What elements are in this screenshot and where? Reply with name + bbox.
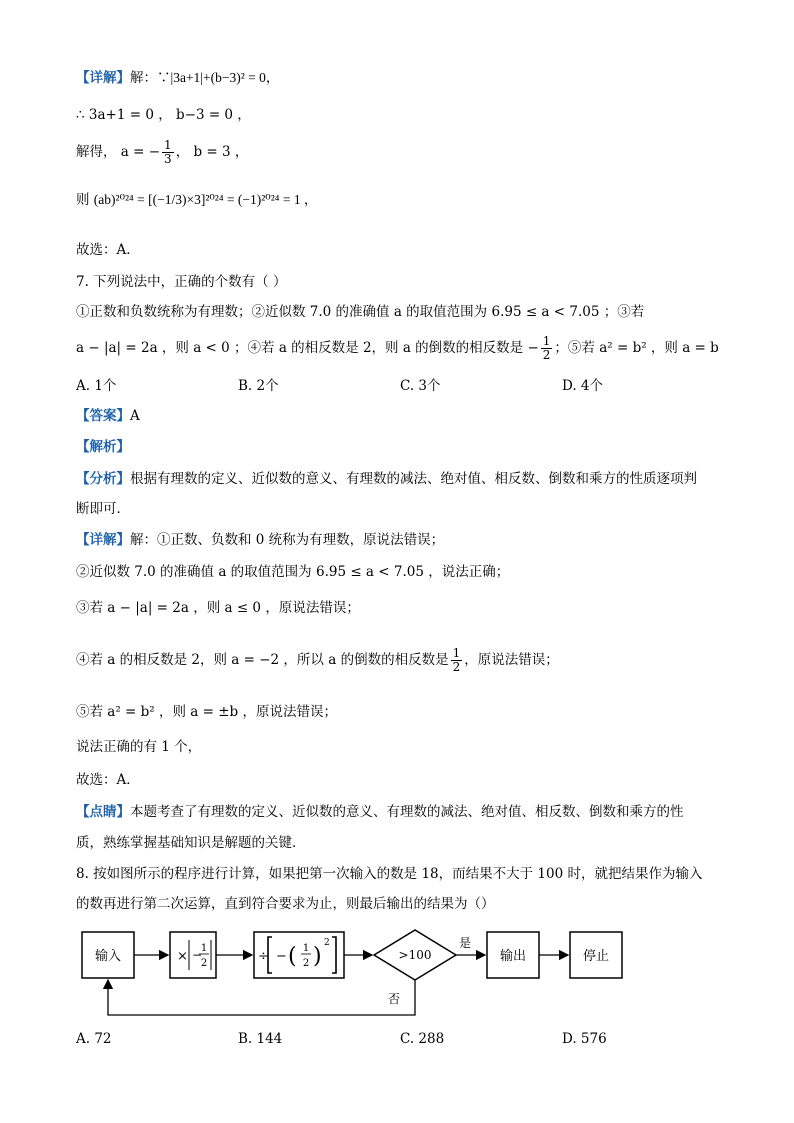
flow-input-label: 输入 (94, 949, 122, 964)
then-prefix: 则 (76, 192, 90, 208)
flow-no-label: 否 (388, 992, 401, 1006)
q7-option-b[interactable]: B. 2个 (238, 378, 279, 394)
analysis-label: 【解析】 (76, 439, 130, 455)
dianjing-label: 【点睛】 (76, 804, 130, 820)
solution-line-2: ∴ 3a+1 = 0 ， b−3 = 0 ， (76, 107, 251, 123)
flow-yes-label: 是 (459, 936, 472, 950)
q8-option-c[interactable]: C. 288 (400, 1031, 445, 1047)
q8-option-a[interactable]: A. 72 (76, 1031, 112, 1047)
q8-option-b[interactable]: B. 144 (238, 1031, 283, 1047)
detail-text: 解：∵|3a+1|+(b−3)² = 0， (130, 70, 280, 85)
q8-stem-line-2: 的数再进行第二次运算，直到符合要求为止，则最后输出的结果为（） (76, 896, 495, 912)
solution-line-3 (76, 138, 248, 166)
q7-count: 说法正确的有 1 个， (76, 739, 202, 755)
xiangjie-text: 解：①正数、负数和 0 统称为有理数，原说法错误； (130, 532, 445, 548)
flow-stop-label: 停止 (582, 949, 610, 964)
solve-suffix: ， b = 3 ， (175, 144, 249, 160)
solve-prefix: 解得， a = − (76, 144, 161, 160)
flow-multiply-num: 1 (200, 943, 208, 954)
fraction-one-half: $\frac{1}{2}$ (542, 334, 551, 362)
flow-multiply-den: 2 (200, 958, 208, 969)
xiangjie-label: 【详解】 (76, 532, 130, 548)
q7-step-3: ③若 a − |a| = 2a ，则 a ≤ 0 ，原说法错误； (76, 600, 360, 616)
dianjing-text: 本题考查了有理数的定义、近似数的意义、有理数的减法、绝对值、相反数、倒数和乘方的性 (130, 804, 684, 820)
q7-fenxi-line-1 (76, 469, 697, 489)
svg-text:): ) (313, 944, 322, 969)
step4-part-b: ，原说法错误； (464, 652, 559, 668)
q7-statement-line-2 (76, 334, 719, 362)
flow-divide-den: 2 (302, 958, 310, 969)
detail-label: 【详解】 (76, 70, 130, 86)
answer-label: 【答案】 (76, 408, 130, 424)
q7-analysis-label (76, 437, 130, 457)
q7-statement-part-b: ；⑤若 a² = b² ，则 a = b (554, 340, 719, 356)
flow-divide-num: 1 (302, 943, 310, 954)
flow-output-label: 输出 (499, 949, 527, 964)
solution-line-1 (76, 68, 279, 88)
q7-step-2: ②近似数 7.0 的准确值 a 的取值范围为 6.95 ≤ a < 7.05 ，说法正确； (76, 564, 510, 580)
q7-answer (76, 406, 140, 426)
fraction-one-third: $\frac{1}{3}$ (164, 138, 172, 166)
q7-fenxi-line-2: 断即可． (76, 501, 130, 517)
q7-dianjing-line-2: 质，熟练掌握基础知识是解题的关键． (76, 835, 306, 851)
q8-stem-line-1: 8. 按如图所示的程序进行计算，如果把第一次输入的数是 18，而结果不大于 100 时，就把结果作为输入 (76, 866, 703, 882)
fraction-one-half-2: $\frac{1}{2}$ (452, 646, 461, 674)
q7-dianjing-line-1 (76, 802, 684, 822)
q7-choose: 故选：A． (76, 772, 140, 788)
q7-option-d[interactable]: D. 4个 (562, 378, 604, 394)
q8-option-d[interactable]: D. 576 (562, 1031, 607, 1047)
q7-statement-line-1: ①正数和负数统称为有理数；②近似数 7.0 的准确值 a 的取值范围为 6.95 ≤ a < 7.05 ；③若 (76, 304, 645, 320)
q7-option-a[interactable]: A. 1个 (76, 378, 117, 394)
q7-xiangjie-line (76, 530, 444, 550)
q7-step-5: ⑤若 a² = b² ，则 a = ±b ，原说法错误； (76, 704, 337, 720)
svg-text:−: − (276, 949, 287, 964)
svg-text:(: ( (288, 944, 297, 969)
answer-value: A (130, 408, 140, 424)
flow-multiply-sign: × (177, 949, 188, 964)
q7-stem: 7. 下列说法中，正确的个数有（ ） (76, 274, 287, 290)
flow-divide-exp: 2 (324, 938, 330, 948)
fenxi-label: 【分析】 (76, 471, 130, 487)
solution-choose: 故选：A． (76, 242, 140, 258)
fenxi-text: 根据有理数的定义、近似数的意义、有理数的减法、绝对值、相反数、倒数和乘方的性质逐项判 (130, 471, 697, 487)
q7-statement-part-a: a − |a| = 2a ，则 a < 0 ；④若 a 的相反数是 2，则 a 的倒数的相反数是 − (76, 340, 539, 356)
q7-step-4 (76, 646, 559, 674)
q7-option-c[interactable]: C. 3个 (400, 378, 441, 394)
flowchart (0, 925, 794, 1035)
flow-divide-sign: ÷ (258, 949, 269, 964)
solution-line-4 (76, 190, 317, 210)
flow-condition: >100 (398, 948, 432, 962)
svg-text:−: − (192, 948, 203, 962)
power-expression: (ab)²⁰²⁴ = [(−1/3)×3]²⁰²⁴ = (−1)²⁰²⁴ = 1 ， (93, 192, 318, 207)
step4-part-a: ④若 a 的相反数是 2，则 a = −2 ，所以 a 的倒数的相反数是 (76, 652, 449, 668)
